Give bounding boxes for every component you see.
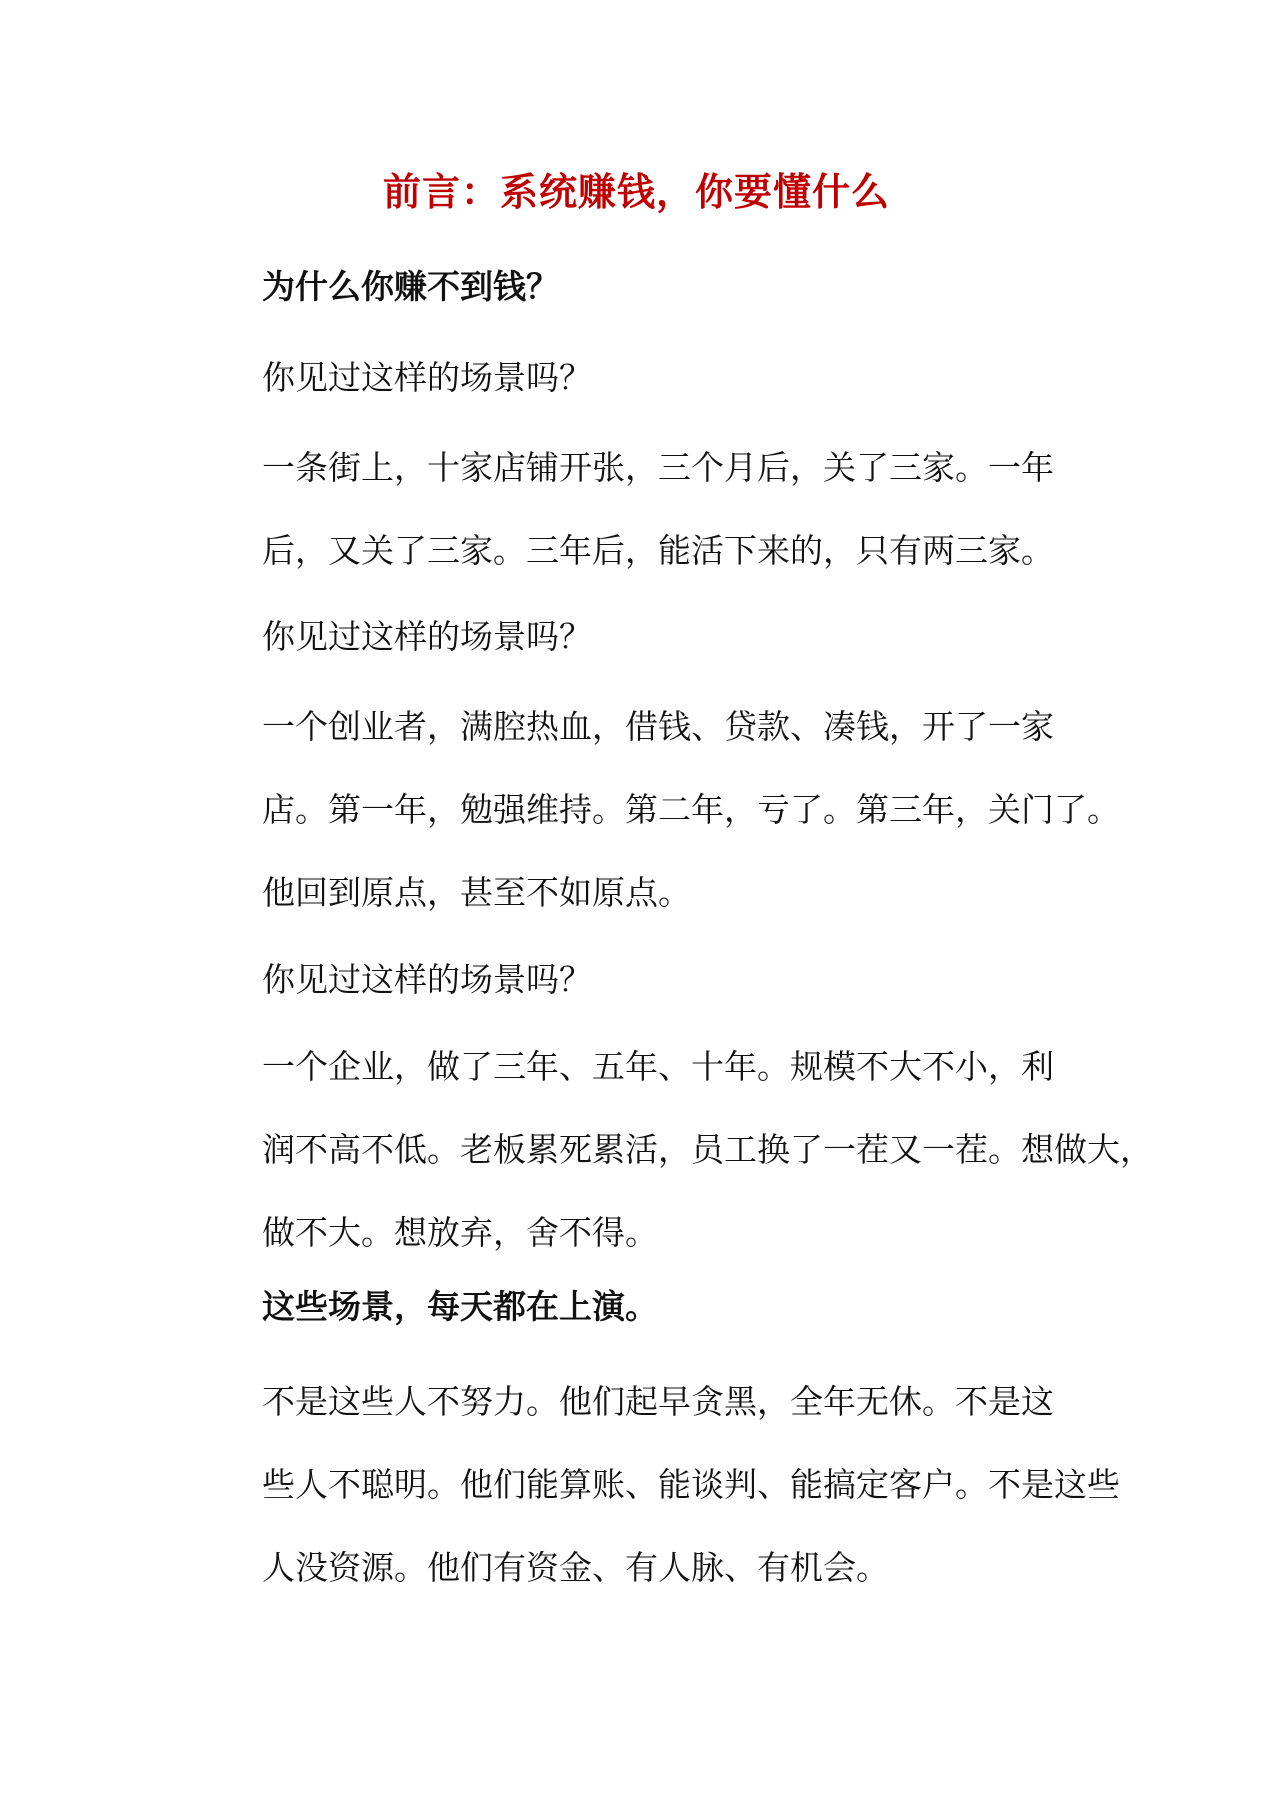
paragraph: [193, 595, 1083, 678]
paragraph: [193, 1360, 1120, 1609]
paragraph-line: 他回到原点，甚至不如原点。: [262, 873, 691, 912]
paragraph-line: 后，又关了三家。三年后，能活下来的，只有两三家。: [262, 531, 1054, 570]
paragraph-line: 一个创业者，满腔热血，借钱、贷款、凑钱，开了一家: [262, 707, 1054, 746]
page-title: 前言：系统赚钱，你要懂什么: [382, 169, 890, 214]
section-heading: 为什么你赚不到钱？: [262, 267, 559, 306]
paragraph-line: 店。第一年，勉强维持。第二年，亏了。第三年，关门了。: [262, 790, 1120, 829]
section-heading: 这些场景，每天都在上演。: [262, 1287, 658, 1326]
paragraph-line: 些人不聪明。他们能算账、能谈判、能搞定客户。不是这些: [262, 1465, 1120, 1504]
paragraph-line: 不是这些人不努力。他们起早贪黑，全年无休。不是这: [262, 1382, 1054, 1421]
paragraph-line: 一条街上，十家店铺开张，三个月后，关了三家。一年: [262, 448, 1054, 487]
paragraph-line: 人没资源。他们有资金、有人脉、有机会。: [262, 1548, 889, 1587]
paragraph: [193, 1025, 1153, 1274]
paragraph: [193, 426, 1083, 592]
paragraph: [193, 938, 1083, 1021]
paragraph-line: 你见过这样的场景吗？: [262, 617, 592, 656]
paragraph: [193, 336, 1083, 419]
paragraph-line: 做不大。想放弃，舍不得。: [262, 1213, 658, 1252]
paragraph-line: 一个企业，做了三年、五年、十年。规模不大不小，利: [262, 1047, 1054, 1086]
paragraph-line: 你见过这样的场景吗？: [262, 960, 592, 999]
paragraph-line: 润不高不低。老板累死累活，员工换了一茬又一茬。想做大，: [262, 1130, 1153, 1169]
paragraph-line: 你见过这样的场景吗？: [262, 358, 592, 397]
paragraph: [193, 685, 1120, 934]
